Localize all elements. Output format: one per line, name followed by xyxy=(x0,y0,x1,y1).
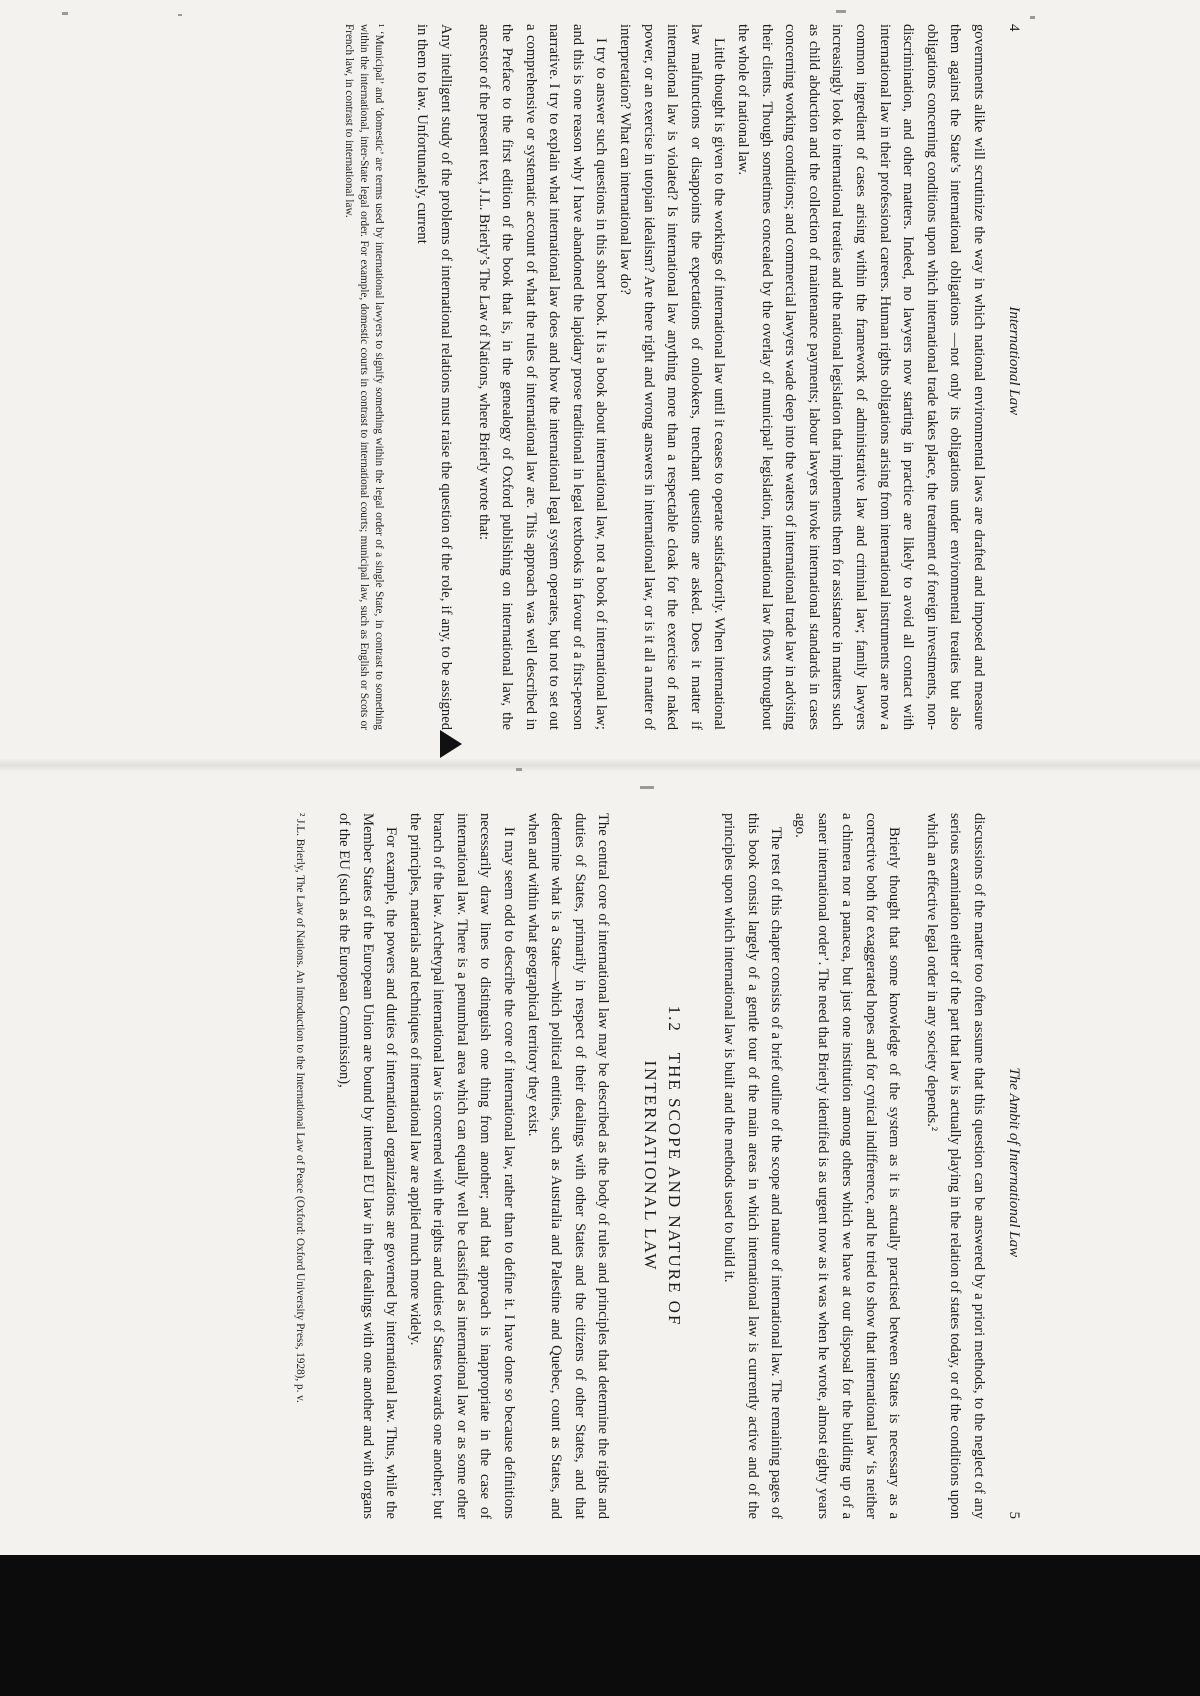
right-paragraph: Brierly thought that some knowledge of the system as it is actually practised between States is necessary as a corrective both for exaggerated hopes and for cynical indifference, and he tried to show that international law ‘is neither a chimera nor a panacea, but just one institution among others which we have at our disposal for the building up of a saner international order’. The need that Brierly identified is as urgent now as it was when he wrote, almost eighty years ago. xyxy=(791,813,903,1519)
right-block-quote: discussions of the matter too often assume that this question can be answered by a priori methods, to the neglect of any serious examination either of the part that law is actually playing in the relation of states today, or of the conditions upon which an effective legal order in any society depends.² xyxy=(923,813,987,1519)
scan-speck xyxy=(1030,16,1035,19)
section-heading xyxy=(638,813,686,1519)
right-paragraph: It may seem odd to describe the core of international law, rather than to define it. I have done so because definitions necessarily draw lines to distinguish one thing from another; and that approach is inappropriate in the case of international law. There is a penumbral area which can equally well be classified as international law or as some other branch of the law. Archetypal international law is concerned with the rights and duties of States towards one another; but the principles, materials and techniques of international law are applied much more widely. xyxy=(406,813,518,1519)
section-number: 1.2 xyxy=(665,1005,685,1033)
right-footnote: ² J.L. Brierly, The Law of Nations. An Introduction to the International Law of Peace (Oxford: Oxford University Press, 1928), p. v. xyxy=(294,813,307,1403)
scan-speck xyxy=(178,14,182,16)
right-paragraph: The rest of this chapter consists of a brief outline of the scope and nature of international law. The remaining pages of this book consist largely of a gentle tour of the main areas in which international law is currently active and of the principles upon which international law is built and the methods used to build it. xyxy=(721,813,785,1519)
left-page-number: 4 xyxy=(1006,24,1022,32)
scan-speck xyxy=(836,10,846,13)
left-paragraph: I try to answer such questions in this short book. It is a book about international law, not a book of international law; and this is one reason why I have abandoned the lapidary prose traditional in legal textbooks in favour of a first-person narrative. I try to explain what international law does and how the international legal system operates, but not to set out a comprehensive or systematic account of what the rules of international law are. This approach was well described in the Preface to the first edition of the book that is, in the genealogy of Oxford publishing on international law, the ancestor of the present text, J.L. Brierly’s The Law of Nations, where Brierly wrote that: xyxy=(475,24,610,730)
left-block-quote: Any intelligent study of the problems of international relations must raise the question of the role, if any, to be assigned in them to law. Unfortunately, current xyxy=(414,24,454,730)
scan-speck xyxy=(640,786,654,789)
left-running-head xyxy=(1002,24,1022,730)
right-page xyxy=(202,813,1022,1519)
right-running-title: The Ambit of International Law xyxy=(1006,1067,1022,1258)
right-running-head xyxy=(1002,813,1022,1519)
left-page xyxy=(202,24,1022,730)
right-page-number: 5 xyxy=(1006,1511,1022,1519)
left-footnote: ¹ ‘Municipal’ and ‘domestic’ are terms used by international lawyers to signify something within the legal order of a single State, in contrast to something within the international, inter-State legal order. For example, domestic courts in contrast to international courts; municipal law, such as English or Scots or French law, in contrast to international law. xyxy=(342,24,385,730)
spine-corner-mark xyxy=(440,730,462,758)
book-spine-shadow xyxy=(0,758,1200,772)
right-body-text-2 xyxy=(331,813,614,1519)
section-title-line1: THE SCOPE AND NATURE OF xyxy=(665,1052,685,1327)
scanner-dark-edge xyxy=(0,1555,1200,1696)
section-title-line2: INTERNATIONAL LAW xyxy=(641,1060,661,1272)
right-paragraph: For example, the powers and duties of international organizations are governed by international law. Thus, while the Member States of the European Union are bound by internal EU law in their dealings with one another and with organs of the EU (such as the European Commission), xyxy=(335,813,400,1519)
left-running-title: International Law xyxy=(1006,306,1022,416)
left-body-text xyxy=(410,24,990,730)
right-body-text xyxy=(716,813,990,1519)
left-paragraph: governments alike will scrutinize the way in which national environmental laws are drafted and imposed and measure them against the State’s international obligations —not only its obligations under environmental treaties but also obligations concerning conditions upon which international trade takes place, the treatment of foreign investments, non-discrimination, and other matters. Indeed, no lawyers now starting in practice are likely to avoid all contact with international law in their professional careers. Human rights obligations arising from international instruments are now a common ingredient of cases arising within the framework of administrative law and criminal law; family lawyers increasingly look to international treaties and the national legislation that implements them for assistance in matters such as child abduction and the collection of maintenance payments; labour lawyers invoke international standards in cases concerning working conditions; and commercial lawyers wade deep into the waters of international trade law in advising their clients. Though sometimes concealed by the overlay of municipal¹ legislation, international law flows throughout the whole of national law. xyxy=(735,24,987,730)
scan-speck xyxy=(62,12,68,15)
right-paragraph: The central core of international law may be described as the body of rules and principles that determine the rights and duties of States, primarily in respect of their dealings with other States and the citizens of other States, and that determine what is a State—which political entities, such as Australia and Palestine and Quebec, count as States, and when and within what geographical territory they exist. xyxy=(524,813,612,1519)
left-paragraph: Little thought is given to the workings of international law until it ceases to operate satisfactorily. When international law malfunctions or disappoints the expectations of onlookers, trenchant questions are asked. Does it matter if international law is violated? Is international law anything more than a respectable cloak for the exercise of naked power, or an exercise in utopian idealism? Are there right and wrong answers in international law, or is it all a matter of interpretation? What can international law do? xyxy=(617,24,728,730)
scan-speck xyxy=(516,768,522,771)
